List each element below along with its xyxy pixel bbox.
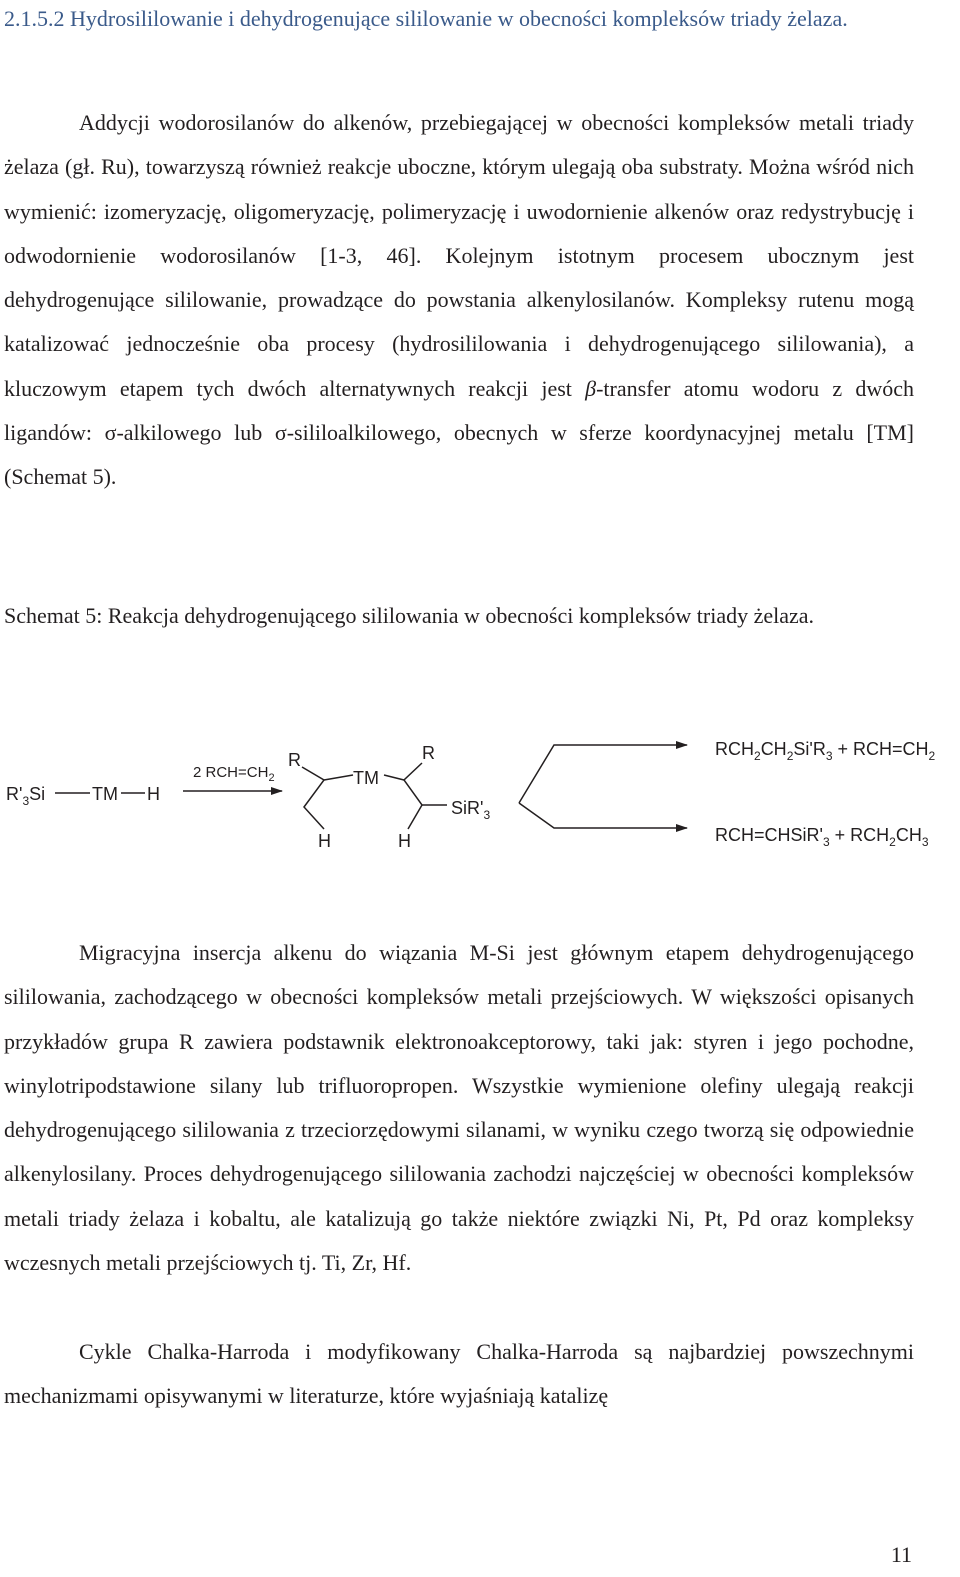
scheme-metal-center: TM [353,768,379,788]
alkyl-chain-right [404,763,447,805]
paragraph-text: Migracyjna insercja alkenu do wiązania M-Si jest głównym etapem dehydrogenującego sililowania, zachodzącego w obecności kompleksów metali przejściowych. W większości opisanych przykładów grupa R zawiera podstawnik elektronoakceptorowy, taki jak: styren i jego pochodne, winylotripodstawione silany lub trifluoropropen. Wszystkie wymienione olefiny ulegają reakcji dehydrogenującego sililowania z trzeciorzędowymi silanami, w wyniku czego tworzą się odpowiednie alkenylosilany. Proces dehydrogenującego sililowania zachodzi najczęściej w obecności kompleksów metali triady żelaza i kobaltu, ale katalizują go także niektóre związki Ni, Pt, Pd oraz kompleksy wczesnych metali przejściowych tj. Ti, Zr, Hf. [4,940,914,1276]
scheme-silyl-group: $R'_3Si$ [6,784,46,808]
scheme-product-top: $RCH_2CH_2Si'R_3 + RCH=CH_2$ [715,739,936,763]
scheme-r-right: R [422,743,435,763]
beta-symbol: β [585,375,597,401]
scheme-h-right: H [398,831,411,851]
scheme-caption: Schemat 5: Reakcja dehydrogenującego sililowania w obecności kompleksów triady żelaza. [4,603,815,628]
paragraph-chalk-harrod [4,1330,914,1419]
paragraph-side-reactions [4,101,914,500]
metal-bond-left [324,775,353,780]
hydrosilylation-arrow [519,745,687,803]
alkyl-chain-left [302,767,324,829]
scheme-h-left: H [318,831,331,851]
page-number: 11 [890,1542,912,1567]
scheme-metal-tm: TM [92,784,118,804]
scheme-reagent-label: 2 $RCH=CH_2$ [193,764,275,784]
beta-hydrogen-bond [408,805,422,829]
paragraph-migratory-insertion [4,931,914,1285]
paragraph-text: Addycji wodorosilanów do alkenów, przebiegającej w obecności kompleksów metali triady żelaza (gł. Ru), towarzyszą również reakcje uboczne, którym ulegają oba substraty. Można wśród nich wymienić: izomeryzację, oligomeryzację, polimeryzację i uwodornienie alkenów oraz redystrybucję i odwodornienie wodorosilanów [1-3, 46]. Kolejnym istotnym procesem ubocznym jest dehydrogenujące sililowanie, prowadzące do powstania alkenylosilanów. Kompleksy rutenu mogą katalizować jednocześnie oba procesy (hydrosililowania i dehydrogenującego sililowania), a kluczowym etapem tych dwóch alternatywnych reakcji jest [4,110,914,401]
scheme-silyl-right: $SiR'_3$ [451,798,491,822]
scheme-r-left: R [288,750,301,770]
section-heading: 2.1.5.2 Hydrosililowanie i dehydrogenujące sililowanie w obecności kompleksów triady żelaza. [4,6,848,31]
scheme-hydride: H [147,784,160,804]
scheme-product-bottom: $RCH=CHSiR'_3 + RCH_2CH_3$ [715,825,929,849]
paragraph-text-continued: -transfer atomu wodoru z dwóch ligandów: σ-alkilowego lub σ-sililoalkilowego, obecnych w sferze koordynacyjnej metalu [TM] (Schemat 5). [4,375,914,490]
reaction-scheme [4,725,960,875]
paragraph-text: Cykle Chalka-Harroda i modyfikowany Chalka-Harroda są najbardziej powszechnymi mechanizmami opisywanymi w literaturze, które wyjaśniają katalizę [4,1339,914,1409]
dehydrogenative-silylation-arrow [519,803,687,828]
metal-bond-right [384,775,404,780]
